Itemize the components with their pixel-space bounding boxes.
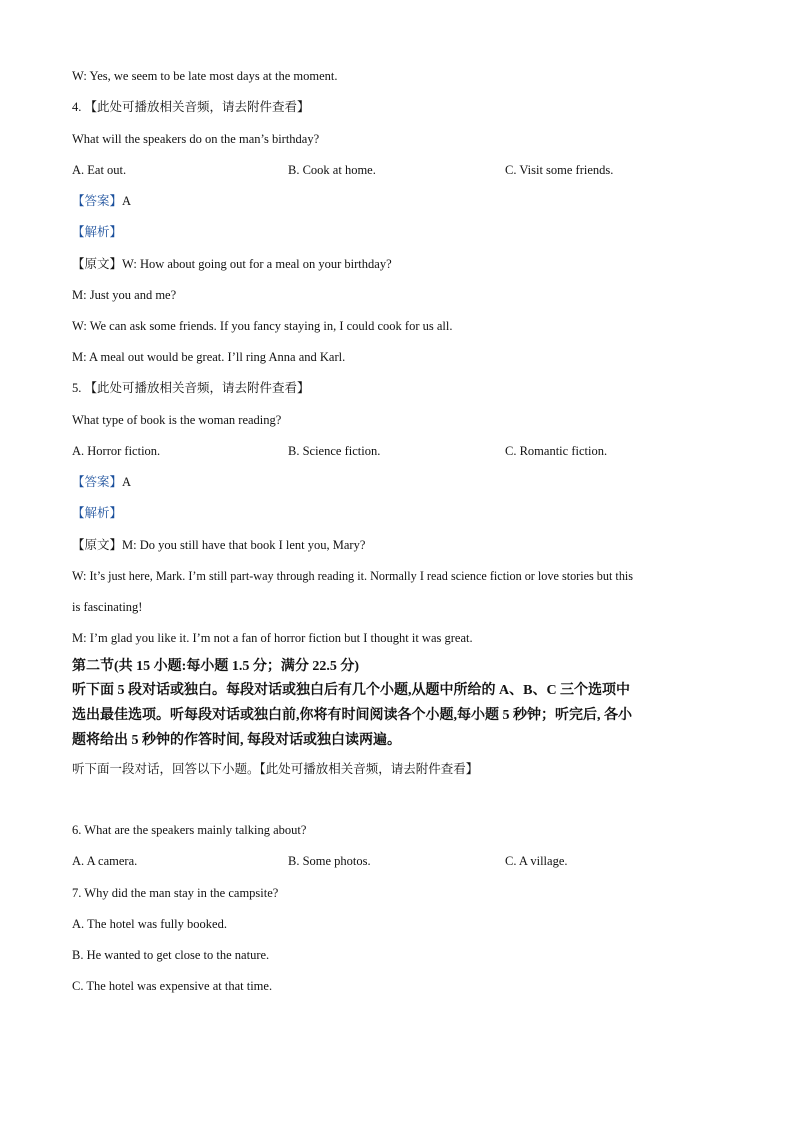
question-5-option-a: A. Horror fiction. [72,444,161,458]
answer-label: 【答案】 [72,475,123,489]
question-4-option-c: C. Visit some friends. [505,163,614,177]
question-5-option-b: B. Science fiction. [288,444,381,458]
transcript-line: M: I’m glad you like it. I’m not a fan of horror fiction but I thought it was great. [72,631,473,645]
question-4-text: What will the speakers do on the man’s birthday? [72,132,320,146]
transcript-line: M: A meal out would be great. I’ll ring Anna and Karl. [72,350,346,364]
section-2-heading: 第二节(共 15 小题:每小题 1.5 分；满分 22.5 分) [72,659,359,674]
question-7-option-a: A. The hotel was fully booked. [72,917,227,931]
question-5-text: What type of book is the woman reading? [72,413,282,427]
section-2-instructions: 题将给出 5 秒钟的作答时间, 每段对话或独白读两遍。 [72,733,401,748]
original-text: W: How about going out for a meal on your birthday? [122,257,392,271]
original-label: 【原文】 [72,538,123,552]
question-5-title: 5. 【此处可播放相关音频，请去附件查看】 [72,381,310,395]
transcript-line: W: It’s just here, Mark. I’m still part-way through reading it. Normally I read science fiction or love stories but this [72,569,634,583]
question-7-option-b: B. He wanted to get close to the nature. [72,948,270,962]
question-6-option-a: A. A camera. [72,854,138,868]
dialog-intro: 听下面一段对话，回答以下小题。【此处可播放相关音频，请去附件查看】 [72,762,479,776]
transcript-line: M: Just you and me? [72,288,177,302]
question-4-option-b: B. Cook at home. [288,163,376,177]
answer-label: 【答案】 [72,194,123,208]
question-5-original [72,537,365,553]
question-6-option-b: B. Some photos. [288,854,371,868]
original-text: M: Do you still have that book I lent you, Mary? [122,538,366,552]
question-4-analysis-label: 【解析】 [72,225,123,239]
transcript-line: W: We can ask some friends. If you fancy staying in, I could cook for us all. [72,319,453,333]
question-6-text: 6. What are the speakers mainly talking about? [72,823,307,837]
question-5-answer [72,474,131,490]
question-4-answer [72,193,131,209]
transcript-line: is fascinating! [72,600,143,614]
question-5-analysis-label: 【解析】 [72,506,123,520]
answer-value: A [122,194,132,208]
question-7-text: 7. Why did the man stay in the campsite? [72,886,279,900]
answer-value: A [122,475,132,489]
original-label: 【原文】 [72,257,123,271]
section-2-instructions: 听下面 5 段对话或独白。每段对话或独白后有几个小题,从题中所给的 A、B、C 三个选项中 [72,683,631,698]
question-4-title: 4. 【此处可播放相关音频，请去附件查看】 [72,100,310,114]
question-6-option-c: C. A village. [505,854,568,868]
section-2-instructions: 选出最佳选项。听每段对话或独白前,你将有时间阅读各个小题,每小题 5 秒钟；听完后, 各小 [72,708,632,723]
transcript-line: W: Yes, we seem to be late most days at the moment. [72,69,338,83]
question-4-option-a: A. Eat out. [72,163,127,177]
question-4-original [72,256,392,272]
question-7-option-c: C. The hotel was expensive at that time. [72,979,273,993]
question-5-option-c: C. Romantic fiction. [505,444,608,458]
